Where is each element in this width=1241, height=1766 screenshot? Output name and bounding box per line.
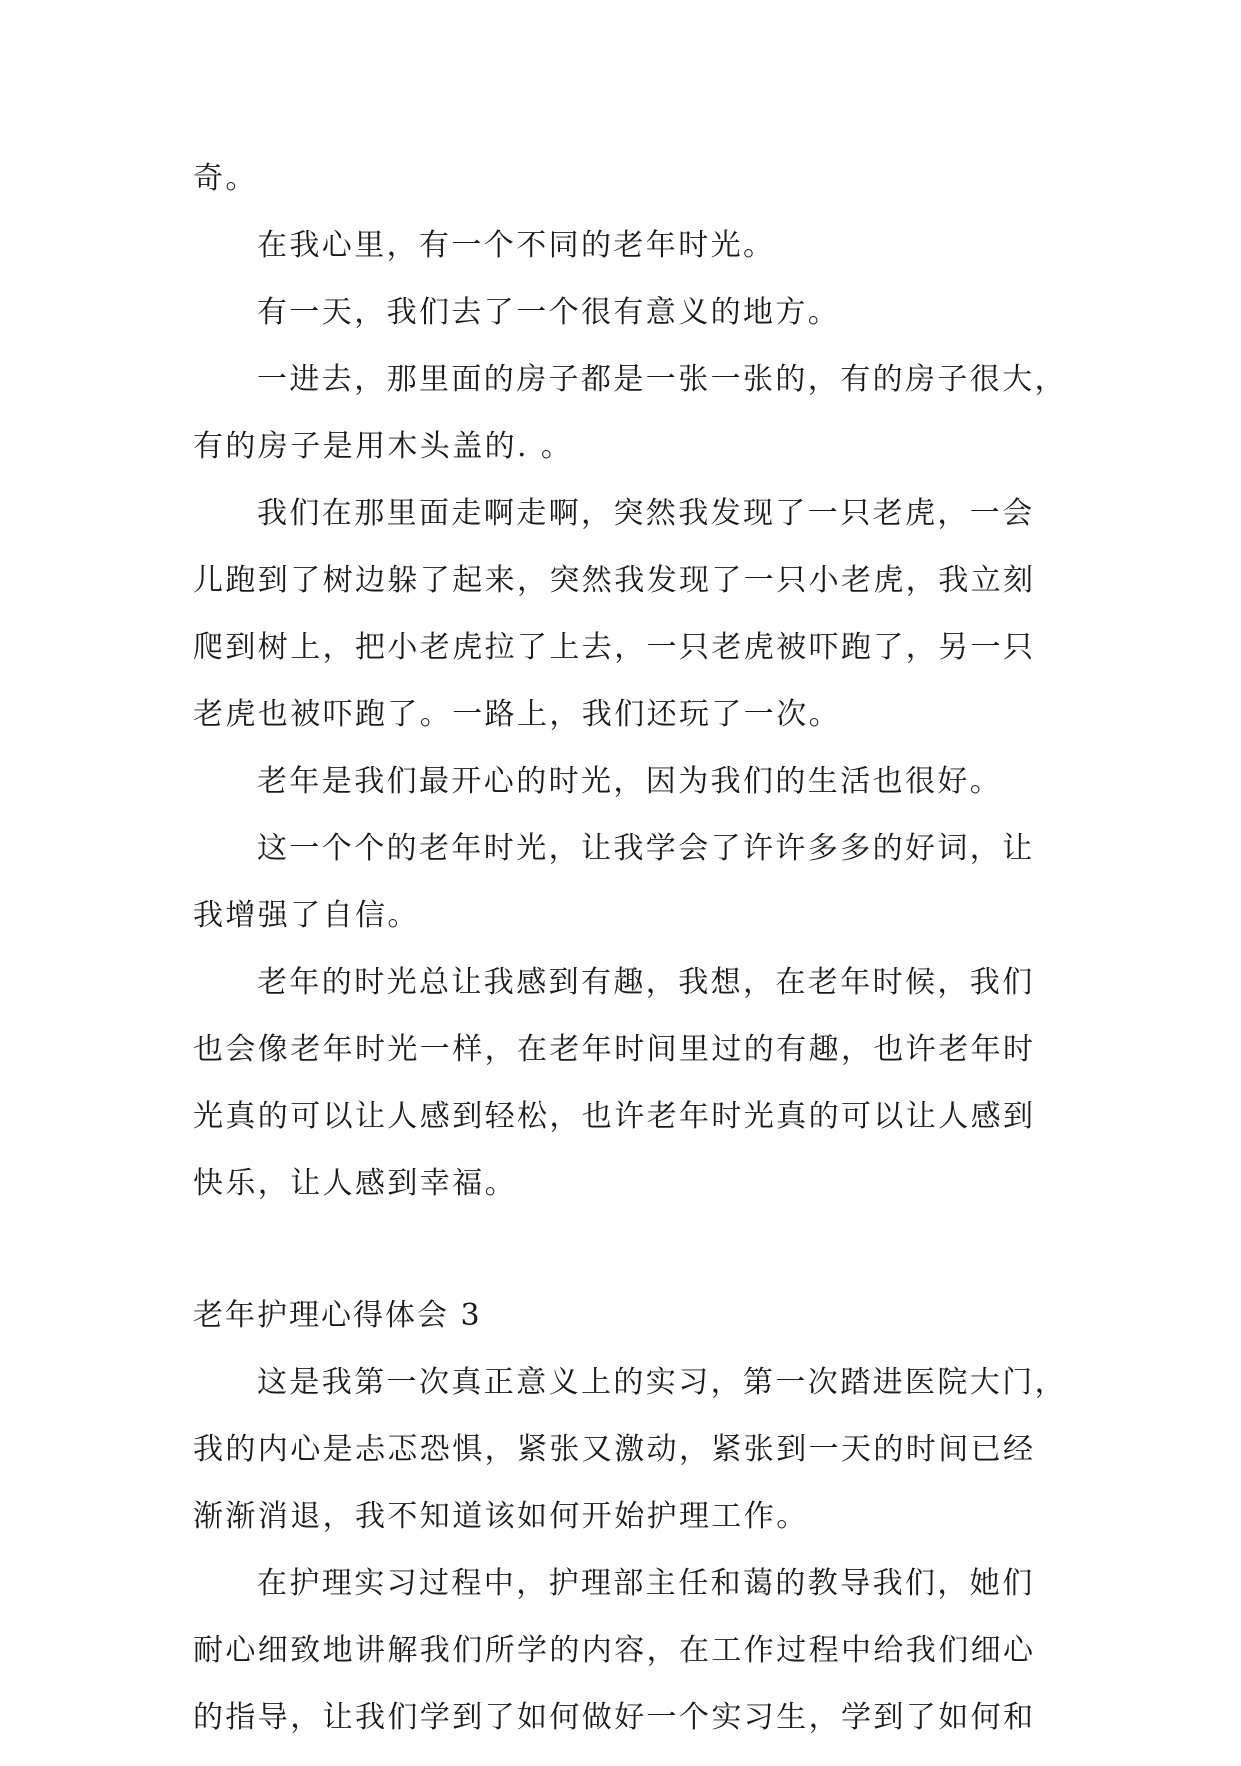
text-line: 这是我第一次真正意义上的实习，第一次踏进医院大门，	[257, 1365, 1067, 1400]
text-line: 耐心细致地讲解我们所学的内容，在工作过程中给我们细心	[193, 1633, 1036, 1668]
text-line: 老虎也被吓跑了。一路上，我们还玩了一次。	[193, 697, 841, 732]
text-line: 我们在那里面走啊走啊，突然我发现了一只老虎，一会	[257, 496, 1035, 531]
text-line: 渐渐消退，我不知道该如何开始护理工作。	[193, 1499, 809, 1534]
text-line: 快乐，让人感到幸福。	[193, 1166, 517, 1201]
text-line: 爬到树上，把小老虎拉了上去，一只老虎被吓跑了，另一只	[193, 630, 1036, 665]
text-line: 这一个个的老年时光，让我学会了许许多多的好词，让	[257, 831, 1035, 866]
text-line: 也会像老年时光一样，在老年时间里过的有趣，也许老年时	[193, 1032, 1036, 1067]
text-line: 儿跑到了树边躲了起来，突然我发现了一只小老虎，我立刻	[193, 563, 1036, 598]
section-heading: 老年护理心得体会 3	[193, 1298, 482, 1333]
text-line: 光真的可以让人感到轻松，也许老年时光真的可以让人感到	[193, 1099, 1036, 1134]
text-line: 奇。	[193, 161, 258, 196]
text-line: 有的房子是用木头盖的. 。	[193, 429, 574, 464]
text-line: 有一天，我们去了一个很有意义的地方。	[257, 295, 841, 330]
text-line: 我增强了自信。	[193, 898, 420, 933]
text-line: 在我心里，有一个不同的老年时光。	[257, 228, 776, 263]
text-line: 在护理实习过程中，护理部主任和蔼的教导我们，她们	[257, 1566, 1035, 1601]
text-line: 老年是我们最开心的时光，因为我们的生活也很好。	[257, 764, 1003, 799]
text-line: 我的内心是忐忑恐惧，紧张又激动，紧张到一天的时间已经	[193, 1432, 1036, 1467]
text-line: 的指导，让我们学到了如何做好一个实习生，学到了如何和	[193, 1700, 1036, 1735]
text-line: 一进去，那里面的房子都是一张一张的，有的房子很大，	[257, 362, 1067, 397]
document-page	[193, 160, 1067, 1766]
text-line: 老年的时光总让我感到有趣，我想，在老年时候，我们	[257, 965, 1035, 1000]
